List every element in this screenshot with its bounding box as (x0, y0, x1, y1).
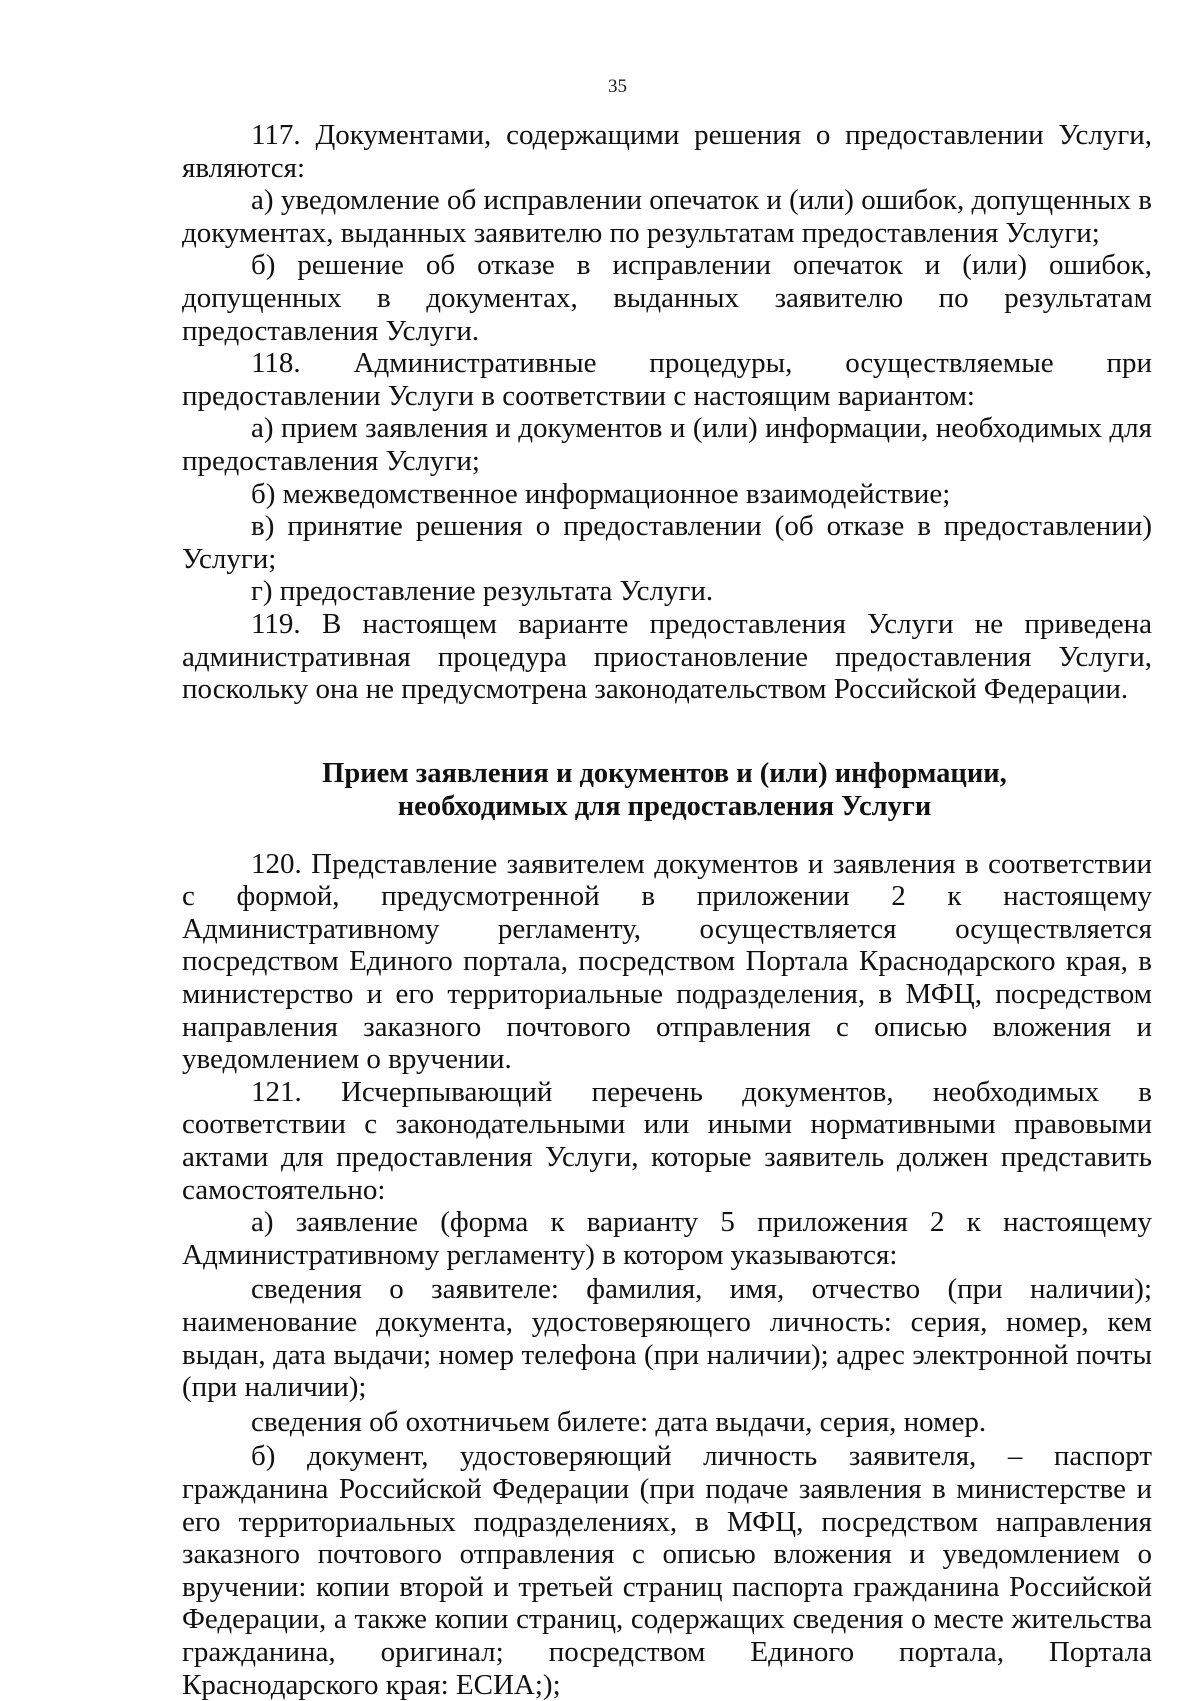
paragraph-117-a: а) уведомление об исправлении опечаток и (или) ошибок, допущенных в документах, выданных заявителю по результатам предоставления Услуги; (182, 184, 1152, 249)
paragraph-121-a-applicant-info: сведения о заявителе: фамилия, имя, отчество (при наличии); наименование документа, удостоверяющего личность: серия, номер, кем выдан, дата выдачи; номер телефона (при наличии); адрес электронной почты (при наличии); (182, 1273, 1152, 1404)
paragraph-118-a: а) прием заявления и документов и (или) информации, необходимых для предоставления Услуги; (182, 412, 1152, 477)
section-heading (182, 757, 1152, 823)
paragraph-121-a-hunting-ticket: сведения об охотничьем билете: дата выдачи, серия, номер. (251, 1405, 987, 1438)
paragraph-118-d: г) предоставление результата Услуги. (251, 575, 714, 608)
paragraph-118: 118. Административные процедуры, осуществляемые при предоставлении Услуги в соответствии с настоящим вариантом: (182, 347, 1152, 412)
section-heading-line-1: Прием заявления и документов и (или) информации, (322, 757, 1007, 789)
page-number: 35 (608, 76, 627, 97)
paragraph-118-b: б) межведомственное информационное взаимодействие; (251, 477, 951, 510)
paragraph-121-b: б) документ, удостоверяющий личность заявителя, – паспорт гражданина Российской Федерации (при подаче заявления в министерстве и его территориальных подразделениях, в МФЦ, посредством направления заказного почтового отправления с описью вложения и уведомлением о вручении: копии второй и третьей страниц паспорта гражданина Российской Федерации, а также копии страниц, содержащих сведения о месте жительства гражданина, оригинал; посредством Единого портала, Портала Краснодарского края: ЕСИА;); (182, 1440, 1152, 1701)
paragraph-119: 119. В настоящем варианте предоставления Услуги не приведена административная процедура приостановление предоставления Услуги, поскольку она не предусмотрена законодательством Российской Федерации. (182, 607, 1152, 706)
paragraph-120: 120. Представление заявителем документов и заявления в соответствии с формой, предусмотренной в приложении 2 к настоящему Административному регламенту, осуществляется осуществляется посредством Единого портала, посредством Портала Краснодарского края, в министерство и его территориальные подразделения, в МФЦ, посредством направления заказного почтового отправления с описью вложения и уведомлением о вручении. (182, 847, 1152, 1076)
paragraph-118-c: в) принятие решения о предоставлении (об отказе в предоставлении) Услуги; (182, 510, 1152, 575)
document-body (182, 119, 1152, 1701)
paragraph-121: 121. Исчерпывающий перечень документов, необходимых в соответствии с законодательными или иными нормативными правовыми актами для предоставления Услуги, которые заявитель должен представить самостоятельно: (182, 1075, 1152, 1206)
section-heading-line-2: необходимых для предоставления Услуги (397, 790, 932, 822)
paragraph-121-a: а) заявление (форма к варианту 5 приложения 2 к настоящему Административному регламенту) в котором указываются: (182, 1206, 1152, 1271)
paragraph-117-b: б) решение об отказе в исправлении опечаток и (или) ошибок, допущенных в документах, выданных заявителю по результатам предоставления Услуги. (182, 249, 1152, 347)
paragraph-117: 117. Документами, содержащими решения о предоставлении Услуги, являются: (182, 119, 1152, 184)
